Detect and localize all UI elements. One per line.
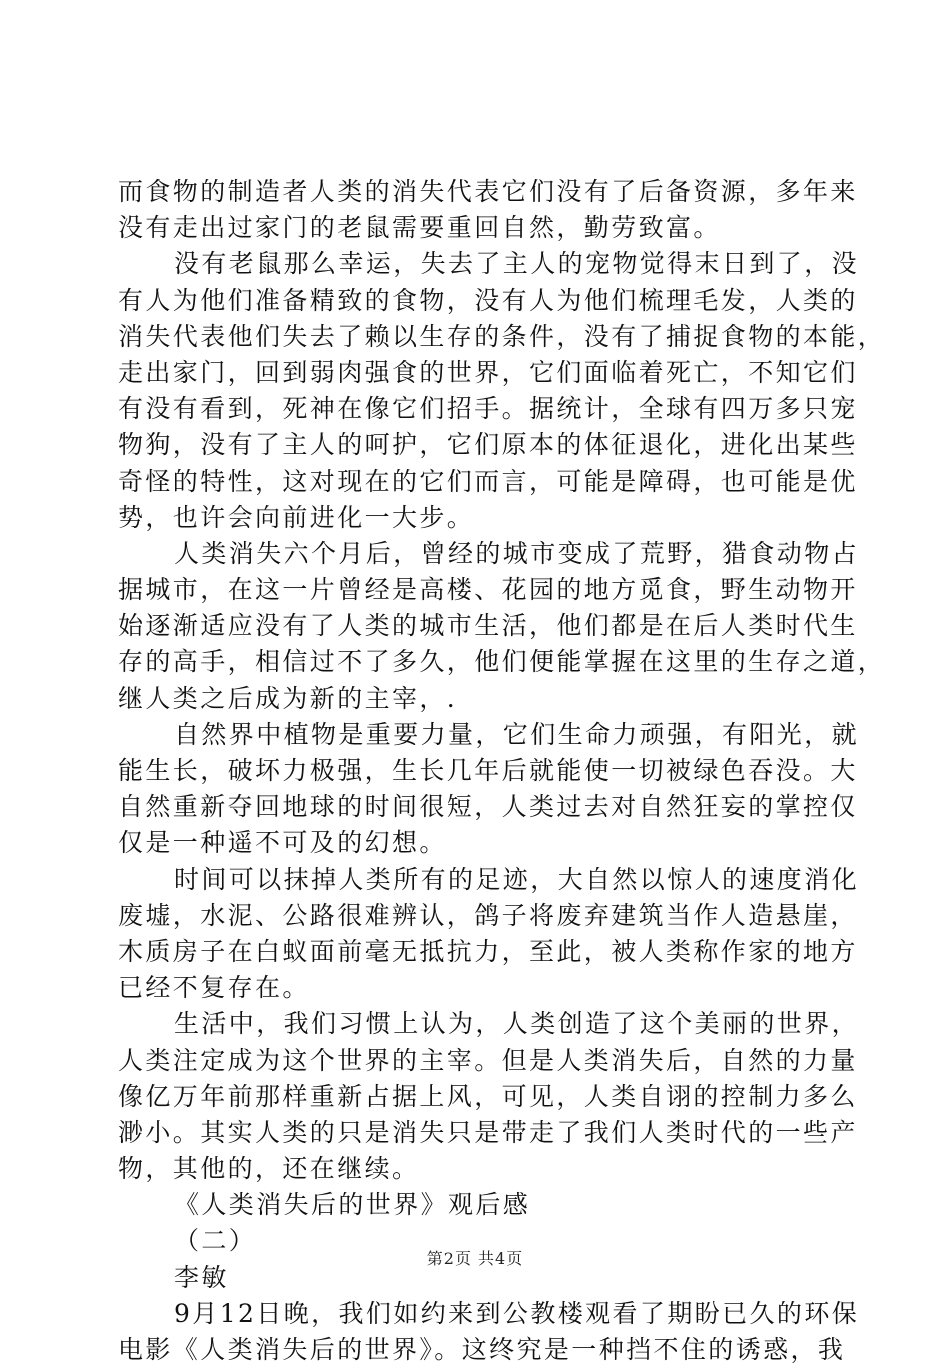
text-line: 仅是一种遥不可及的幻想。 bbox=[118, 828, 447, 858]
text-line: 物，其他的，还在继续。 bbox=[118, 1154, 420, 1184]
text-line: 自然重新夺回地球的时间很短，人类过去对自然狂妄的掌控仅 bbox=[118, 792, 858, 822]
section-title: 《人类消失后的世界》观后感 bbox=[174, 1190, 531, 1220]
author-name: 李敏 bbox=[174, 1262, 229, 1292]
text-line: 有人为他们准备精致的食物，没有人为他们梳理毛发，人类的 bbox=[118, 285, 858, 315]
text-line: 始逐渐适应没有了人类的城市生活，他们都是在后人类时代生 bbox=[118, 611, 858, 641]
body-text bbox=[118, 174, 886, 1368]
text-line: 走出家门，回到弱肉强食的世界，它们面临着死亡，不知它们 bbox=[118, 357, 858, 387]
page-footer: 第2页 共4页 bbox=[426, 1249, 524, 1268]
text-line: 继人类之后成为新的主宰，. bbox=[118, 683, 458, 713]
text-line: 势，也许会向前进化一大步。 bbox=[118, 502, 475, 532]
text-line: 存的高手，相信过不了多久，他们便能掌握在这里的生存之道， bbox=[118, 647, 886, 677]
text-line: 9月12日晚，我们如约来到公教楼观看了期盼已久的环保 bbox=[174, 1298, 860, 1328]
text-line: 消失代表他们失去了赖以生存的条件，没有了捕捉食物的本能， bbox=[118, 321, 886, 351]
text-line: 自然界中植物是重要力量，它们生命力顽强，有阳光，就 bbox=[174, 719, 860, 749]
section-number: （二） bbox=[174, 1226, 257, 1256]
text-line: 废墟，水泥、公路很难辨认，鸽子将废弃建筑当作人造悬崖， bbox=[118, 900, 858, 930]
text-line: 木质房子在白蚁面前毫无抵抗力，至此，被人类称作家的地方 bbox=[118, 936, 858, 966]
text-line: 物狗，没有了主人的呵护，它们原本的体征退化，进化出某些 bbox=[118, 430, 858, 460]
text-line: 能生长，破坏力极强，生长几年后就能使一切被绿色吞没。大 bbox=[118, 756, 858, 785]
text-line: 电影《人类消失后的世界》。这终究是一种挡不住的诱惑，我 bbox=[118, 1335, 846, 1364]
text-line: 像亿万年前那样重新占据上风，可见，人类自诩的控制力多么 bbox=[118, 1081, 858, 1111]
text-line: 生活中，我们习惯上认为，人类创造了这个美丽的世界， bbox=[174, 1009, 860, 1039]
text-line: 人类消失六个月后，曾经的城市变成了荒野，猎食动物占 bbox=[174, 538, 860, 568]
text-line: 已经不复存在。 bbox=[118, 973, 310, 1003]
text-line: 没有走出过家门的老鼠需要重回自然，勤劳致富。 bbox=[118, 213, 721, 243]
text-line: 据城市，在这一片曾经是高楼、花园的地方觅食，野生动物开 bbox=[118, 575, 858, 605]
text-line: 没有老鼠那么幸运，失去了主人的宠物觉得末日到了，没 bbox=[174, 249, 860, 279]
text-line: 而食物的制造者人类的消失代表它们没有了后备资源，多年来 bbox=[118, 177, 858, 206]
text-line: 渺小。其实人类的只是消失只是带走了我们人类时代的一些产 bbox=[118, 1117, 858, 1147]
text-line: 有没有看到，死神在像它们招手。据统计，全球有四万多只宠 bbox=[118, 394, 858, 424]
text-line: 时间可以抹掉人类所有的足迹，大自然以惊人的速度消化 bbox=[174, 864, 860, 894]
text-line: 奇怪的特性，这对现在的它们而言，可能是障碍，也可能是优 bbox=[118, 466, 858, 496]
text-line: 人类注定成为这个世界的主宰。但是人类消失后，自然的力量 bbox=[118, 1045, 858, 1075]
